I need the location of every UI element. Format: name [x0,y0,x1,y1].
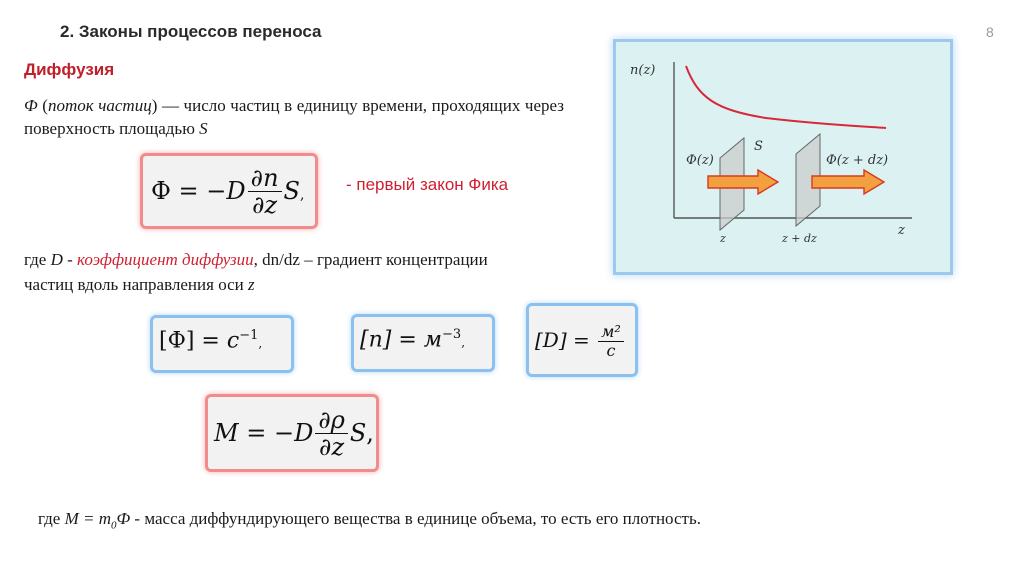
fick-law-label: - первый закон Фика [346,175,509,194]
concentration-curve [686,66,886,128]
flux-term: поток частиц [47,96,152,115]
diffusion-coefficient-note: где D - коэффициент диффузии, dn/dz – градиент концентрации частиц вдоль направления оси z [24,250,488,294]
flux-left-label: Ф(z) [686,153,714,168]
area-symbol: S [199,119,208,138]
tick-z-dz: z + dz [782,232,817,245]
surface-label: S [754,139,763,154]
page-number: 8 [986,24,994,40]
phi-symbol: Ф [24,96,38,115]
section-heading: Диффузия [24,60,115,79]
flux-unit-formula: $[Ф] = c^{-1}$, [153,318,291,370]
flux-right-label: Ф(z + dz) [826,153,889,168]
density-note: где $M = m_0Ф$ - масса диффундирующего вещества в единице объема, то есть его плотность. [38,509,701,532]
concentration-unit-formula: $[n] = м^{-3}$, [354,317,492,369]
slide-title: 2. Законы процессов переноса [60,22,322,41]
mass-fraction: $\frac{\partial\rho}{\partial z}$ [315,408,348,461]
x-axis-label: z [898,223,905,238]
fick-law-formula: Ф = −D $\frac{\partial n}{\partial z}$ S, [143,156,315,226]
diffusion-diagram-svg [616,42,950,272]
mass-diffusion-formula: M = −D $\frac{\partial\rho}{\partial z}$ S, [208,397,376,469]
diffusion-unit-formula: [D] = $\frac{\text{м²}}{c}$ [529,306,635,374]
definition-paragraph: Ф (поток частиц) — число частиц в единицу времени, проходящих через поверхность площадью S [24,96,564,138]
fick-fraction: $\frac{\partial n}{\partial z}$ [248,166,282,219]
flux-arrow-right [812,170,884,194]
y-axis-label: n(z) [630,63,656,78]
tick-z: z [720,232,726,245]
diffusion-diagram [616,42,950,272]
